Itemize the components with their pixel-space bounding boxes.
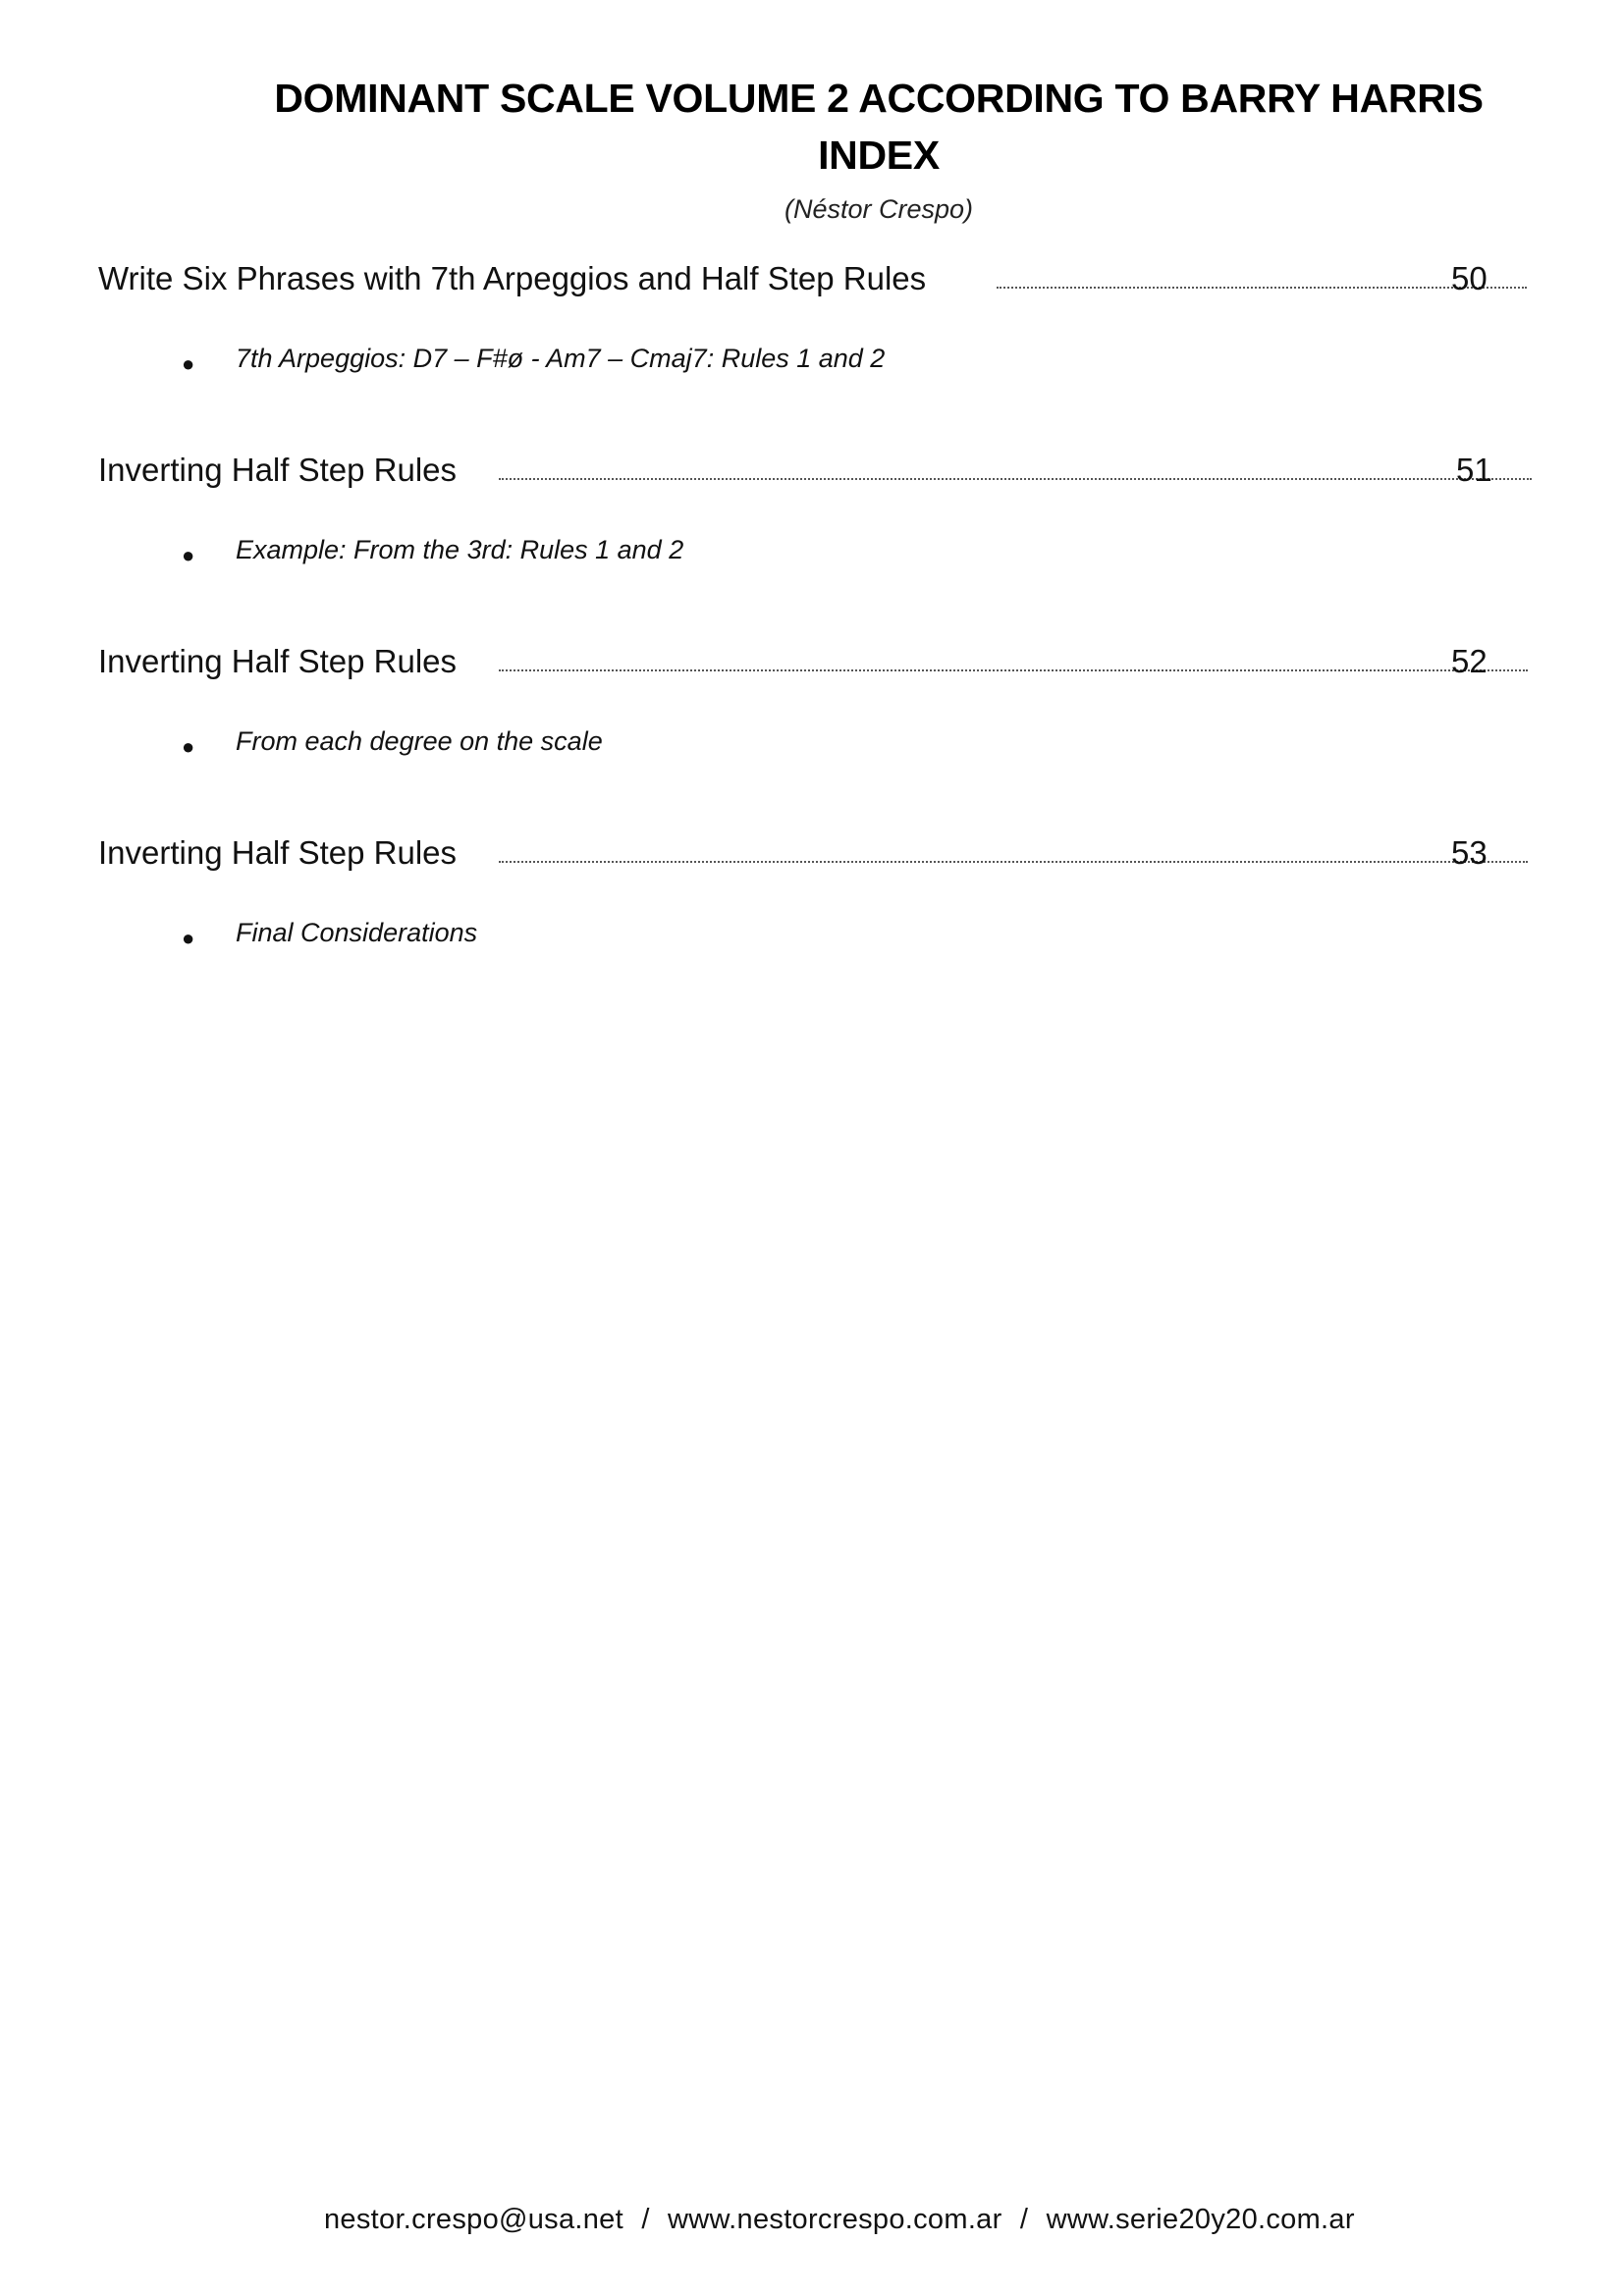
subitem-text: Final Considerations — [236, 918, 478, 947]
index-entry — [98, 834, 1492, 874]
subitem-text: Example: From the 3rd: Rules 1 and 2 — [236, 535, 684, 564]
entry-title: Write Six Phrases with 7th Arpeggios and Half Step Rules — [98, 260, 927, 296]
bullet-icon: ● — [182, 351, 195, 376]
document-title: DOMINANT SCALE VOLUME 2 ACCORDING TO BARRY HARRIS — [274, 76, 1484, 121]
dot-leader — [499, 478, 1532, 480]
index-entry — [98, 452, 1492, 491]
index-entry — [98, 643, 1492, 682]
entry-title: Inverting Half Step Rules — [98, 834, 458, 871]
subitem-text: 7th Arpeggios: D7 – F#ø - Am7 – Cmaj7: Rules 1 and 2 — [236, 344, 886, 373]
footer-contact — [324, 2204, 1355, 2236]
bullet-icon: ● — [182, 734, 195, 759]
dot-leader — [499, 861, 1528, 863]
footer-separator: / — [1019, 2204, 1029, 2235]
footer-website-link[interactable]: www.serie20y20.com.ar — [1046, 2204, 1355, 2235]
subitem-text: From each degree on the scale — [236, 726, 603, 756]
index-entry — [98, 260, 1492, 299]
footer-email-link[interactable]: nestor.crespo@usa.net — [324, 2204, 623, 2235]
entry-page-number: 52 — [1451, 643, 1488, 679]
entry-page-number: 50 — [1451, 260, 1488, 296]
dot-leader — [499, 669, 1528, 671]
index-heading: INDEX — [818, 133, 940, 178]
entry-title: Inverting Half Step Rules — [98, 452, 458, 488]
entry-title: Inverting Half Step Rules — [98, 643, 458, 679]
entry-page-number: 51 — [1456, 452, 1492, 488]
bullet-icon: ● — [182, 543, 195, 567]
bullet-icon: ● — [182, 926, 195, 950]
footer-separator: / — [641, 2204, 650, 2235]
dot-leader — [997, 287, 1527, 289]
footer-website-link[interactable]: www.nestorcrespo.com.ar — [668, 2204, 1002, 2235]
author-name: (Néstor Crespo) — [784, 194, 974, 224]
entry-page-number: 53 — [1451, 834, 1488, 871]
